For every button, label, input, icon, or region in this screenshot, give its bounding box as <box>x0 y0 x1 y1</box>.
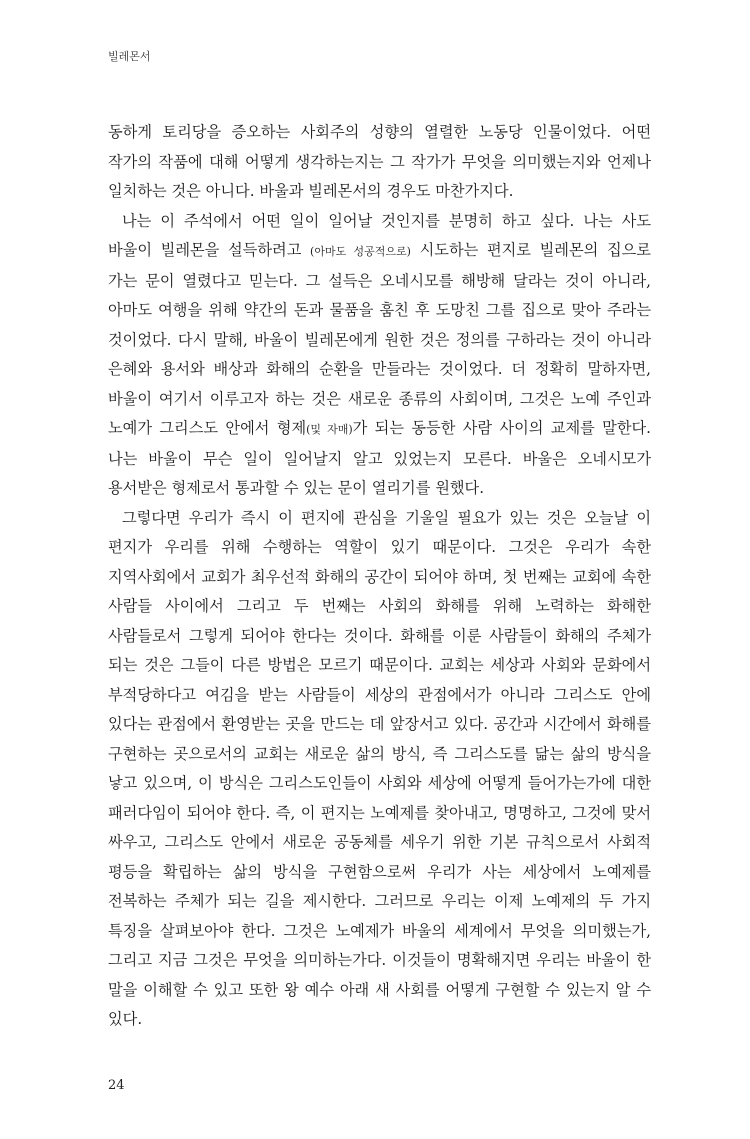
paragraph-1: 동하게 토리당을 증오하는 사회주의 성향의 열렬한 노동당 인물이었다. 어떤 작가의 작품에 대해 어떻게 생각하는지는 그 작가가 무엇을 의미했는지와 언제나 일치하는 것은 아니다. 바울과 빌레몬서의 경우도 마찬가지다. <box>108 123 651 200</box>
paragraph-2-part-3: 가 되는 동등한 사람 사이의 교제를 말한다. 나는 바울이 무슨 일이 일어날지 알고 있었는지 모른다. 바울은 오네시모가 용서받은 형제로서 통과할 수 있는 문이 열리기를 원했다. <box>108 419 651 497</box>
parenthetical-aside: (아마도 성공적으로) <box>310 245 411 258</box>
paragraph-2-part-1: 나는 이 주석에서 어떤 일이 일어날 것인지를 분명히 하고 싶다. 나는 사도 바울이 빌레몬을 설득하려고 <box>108 211 651 259</box>
paragraph-2-part-2: 시도하는 편지로 빌레몬의 집으로 가는 문이 열렸다고 믿는다. 그 설득은 오네시모를 해방해 달라는 것이 아니라, 아마도 여행을 위해 약간의 돈과 물품을 훔친 후 도망친 그를 집으로 맞아 주라는 것이었다. 다시 말해, 바울이 빌레몬에게 원한 것은 정의를 구하라는 것이 아니라 은혜와 용서와 배상과 화해의 순환을 만들라는 것이었다. 더 정확히 말하자면, 바울이 여기서 이루고자 하는 것은 새로운 종류의 사회이며, 그것은 노예 주인과 노예가 그리스도 안에서 형제 <box>108 241 651 437</box>
paragraph-3: 그렇다면 우리가 즉시 이 편지에 관심을 기울일 필요가 있는 것은 오늘날 이 편지가 우리를 위해 수행하는 역할이 있기 때문이다. 그것은 우리가 속한 지역사회에서 교회가 최우선적 화해의 공간이 되어야 하며, 첫 번째는 교회에 속한 사람들 사이에서 그리고 두 번째는 사회의 화해를 위해 노력하는 화해한 사람들로서 그렇게 되어야 한다는 것이다. 화해를 이룬 사람들이 화해의 주체가 되는 것은 그들이 다른 방법은 모르기 때문이다. 교회는 세상과 사회와 문화에서 부적당하다고 여김을 받는 사람들이 세상의 관점에서가 아니라 그리스도 안에 있다는 관점에서 환영받는 곳을 만드는 데 앞장서고 있다. 공간과 시간에서 화해를 구현하는 곳으로서의 교회는 새로운 삶의 방식, 즉 그리스도를 닮는 삶의 방식을 낳고 있으며, 이 방식은 그리스도인들이 사회와 세상에 어떻게 들어가는가에 대한 패러다임이 되어야 한다. 즉, 이 편지는 노예제를 찾아내고, 명명하고, 그것에 맞서 싸우고, 그리스도 안에서 새로운 공동체를 세우기 위한 기본 규칙으로서 사회적 평등을 확립하는 삶의 방식을 구현함으로써 우리가 사는 세상에서 노예제를 전복하는 주체가 되는 길을 제시한다. 그러므로 우리는 이제 노예제의 두 가지 특징을 살펴보아야 한다. 그것은 노예제가 바울의 세계에서 무엇을 의미했는가, 그리고 지금 그것은 무엇을 의미하는가다. 이것들이 명확해지면 우리는 바울이 한 말을 이해할 수 있고 또한 왕 예수 아래 새 사회를 어떻게 구현할 수 있는지 알 수 있다. <box>108 508 651 1028</box>
page-number: 24 <box>108 1078 125 1093</box>
running-head: 빌레몬서 <box>108 50 151 63</box>
body-text <box>108 118 651 1035</box>
paragraph-2 <box>108 207 651 504</box>
parenthetical-aside: (및 자매) <box>306 423 353 436</box>
